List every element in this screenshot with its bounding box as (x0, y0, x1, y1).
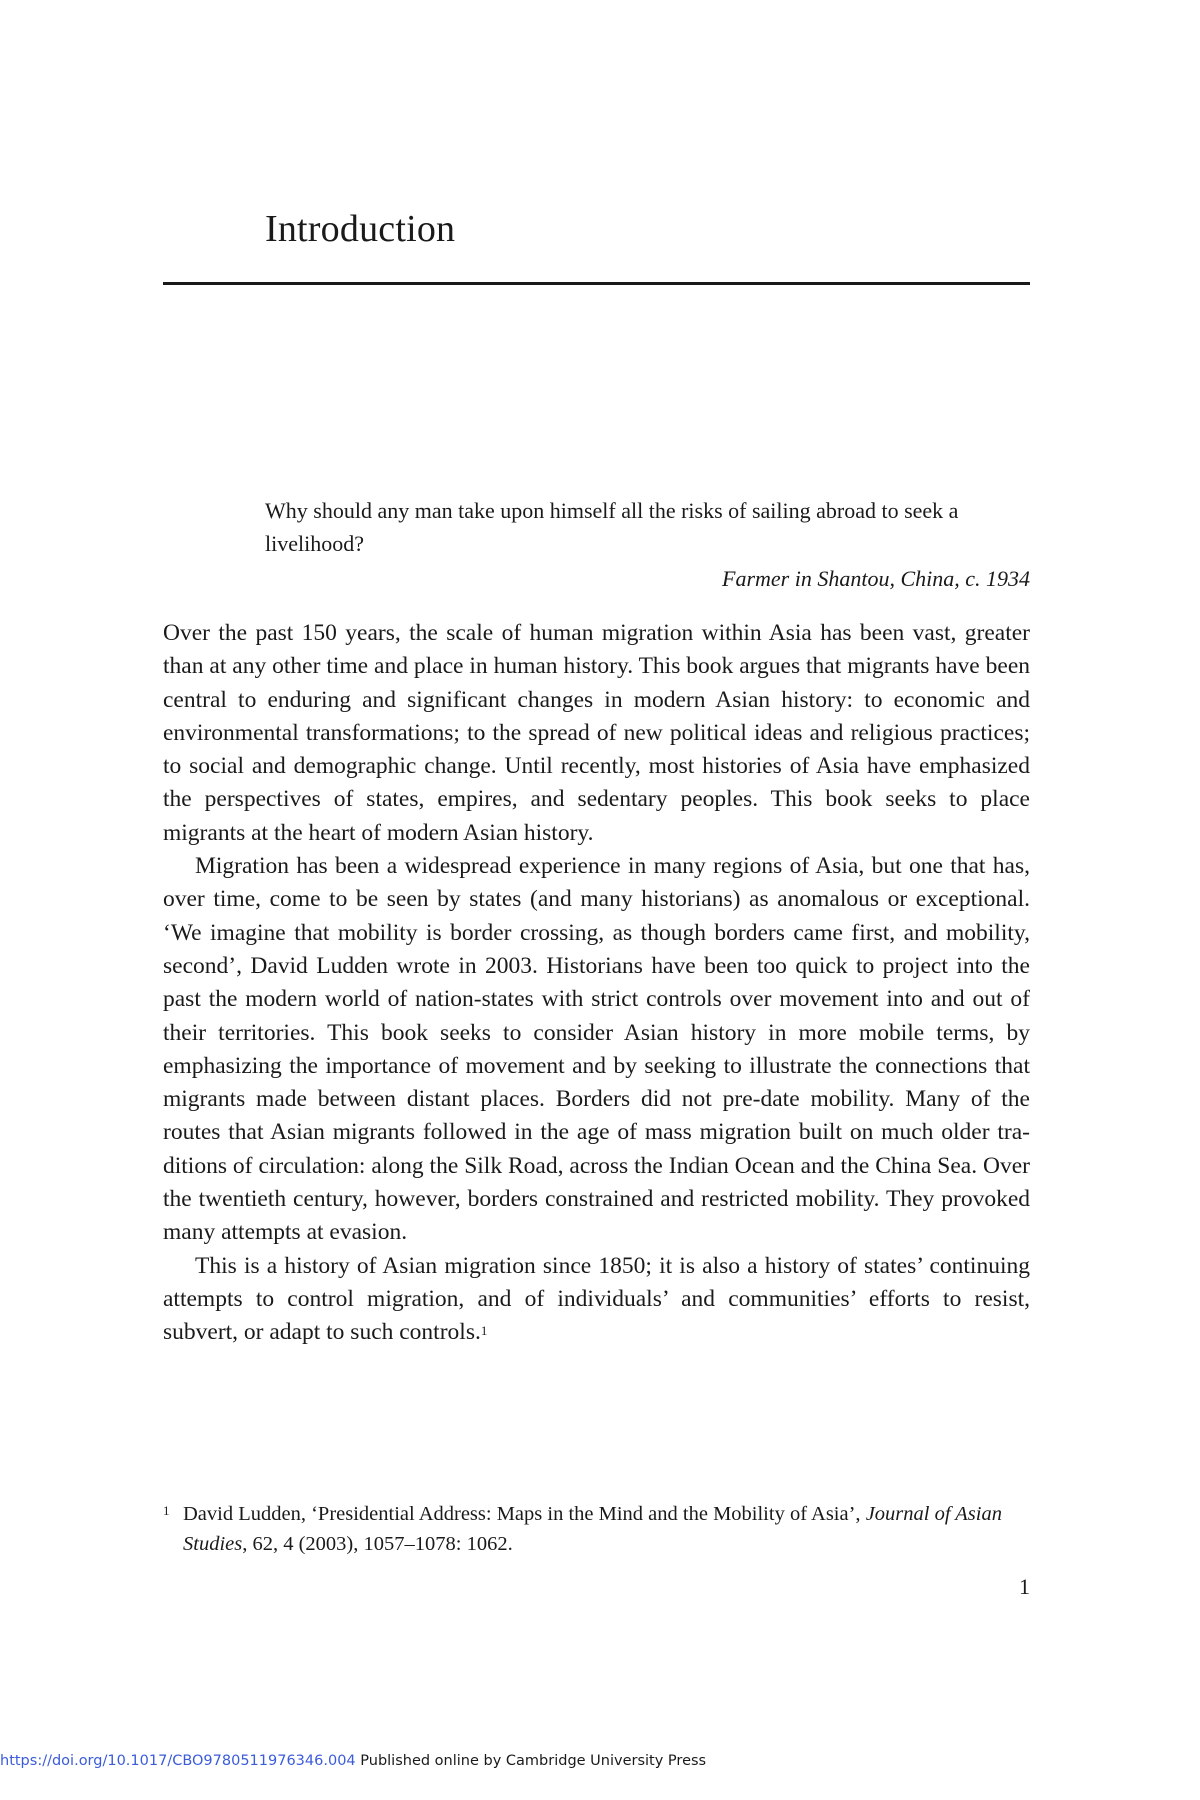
footnote-reference[interactable]: 1 (480, 1323, 488, 1339)
publisher-note: Published online by Cambridge University Press (355, 1753, 707, 1769)
paragraph-2: Migration has been a widespread experience in many regions of Asia, but one that has, over time, come to be seen by states (and many historians) as anomalous or exceptional. ‘We imagine that mobility is border crossing, as though borders came first, and mobility, second’, David Ludden wrote in 2003. Historians have been too quick to project into the past the modern world of nation-states with strict controls over movement into and out of their territories. This book seeks to consider Asian history in more mobile terms, by emphasizing the importance of movement and by seeking to illustrate the connections that migrants made between distant places. Borders did not pre-date mobility. Many of the routes that Asian migrants followed in the age of mass migration built on much older traditions of circulation: along the Silk Road, across the Indian Ocean and the China Sea. Over the twentieth century, however, borders constrained and restricted mobility. They provoked many attempts at evasion. (163, 853, 1030, 1246)
epigraph-attribution: Farmer in Shantou, China, c. 1934 (722, 566, 1030, 591)
epigraph-text: Why should any man take upon himself all the risks of sailing abroad to seek a livelihood? (265, 498, 959, 556)
footnote-number: 1 (163, 1503, 170, 1518)
paragraph-3-text: This is a history of Asian migration since 1850; it is also a history of states’ continuing attempts to control migration, and of individuals’ and communities’ efforts to resist, subvert, or adapt to such controls. (163, 1252, 1030, 1346)
body-text (163, 617, 1030, 1350)
footer (0, 1753, 706, 1769)
doi-link[interactable]: https://doi.org/10.1017/CBO9780511976346.004 (0, 1753, 356, 1769)
footnote-journal-title: Journal of Asian Studies (183, 1503, 1002, 1555)
title-rule (163, 282, 1030, 285)
footnote (163, 1499, 1030, 1559)
paragraph-1: Over the past 150 years, the scale of human migration within Asia has been vast, greater than at any other time and place in human history. This book argues that migrants have been central to enduring and significant changes in modern Asian history: to economic and environmental transformations; to the spread of new political ideas and religious practices; to social and demographic change. Until recently, most histories of Asia have emphasized the perspectives of states, empires, and sedentary peoples. This book seeks to place migrants at the heart of modern Asian history. (163, 620, 1030, 846)
paragraph-3 (163, 1250, 1030, 1350)
epigraph (265, 494, 1030, 595)
footnote-text (183, 1499, 1030, 1559)
footnote-text-before: David Ludden, ‘Presidential Address: Maps in the Mind and the Mobility of Asia’, (183, 1503, 866, 1525)
page-number: 1 (1019, 1574, 1030, 1599)
chapter-title: Introduction (265, 208, 456, 250)
footnote-text-after: , 62, 4 (2003), 1057–1078: 1062. (242, 1533, 513, 1555)
